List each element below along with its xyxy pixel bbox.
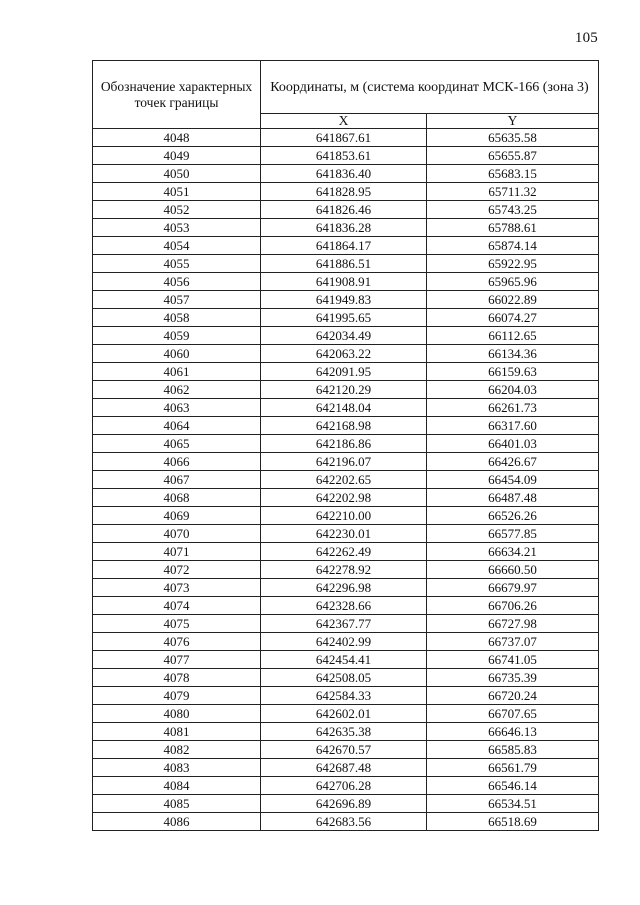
table-row	[93, 813, 599, 831]
y-column-header: Y	[427, 114, 599, 129]
y-coordinate-cell: 66660.50	[427, 561, 599, 579]
point-id-cell: 4070	[93, 525, 261, 543]
point-id-cell: 4063	[93, 399, 261, 417]
x-coordinate-cell: 642202.98	[261, 489, 427, 507]
x-coordinate-cell: 642696.89	[261, 795, 427, 813]
x-coordinate-cell: 642120.29	[261, 381, 427, 399]
x-coordinate-cell: 642278.92	[261, 561, 427, 579]
y-coordinate-cell: 66159.63	[427, 363, 599, 381]
point-id-cell: 4066	[93, 453, 261, 471]
y-coordinate-cell: 65922.95	[427, 255, 599, 273]
point-id-cell: 4072	[93, 561, 261, 579]
point-id-cell: 4053	[93, 219, 261, 237]
point-id-cell: 4051	[93, 183, 261, 201]
table-row	[93, 417, 599, 435]
x-coordinate-cell: 641867.61	[261, 129, 427, 147]
x-coordinate-cell: 641828.95	[261, 183, 427, 201]
table-row	[93, 687, 599, 705]
x-coordinate-cell: 642687.48	[261, 759, 427, 777]
table-row	[93, 669, 599, 687]
table-row	[93, 471, 599, 489]
point-id-cell: 4064	[93, 417, 261, 435]
y-coordinate-cell: 65683.15	[427, 165, 599, 183]
x-coordinate-cell: 641826.46	[261, 201, 427, 219]
table-row	[93, 345, 599, 363]
table-row	[93, 579, 599, 597]
point-id-cell: 4060	[93, 345, 261, 363]
y-coordinate-cell: 66741.05	[427, 651, 599, 669]
point-id-cell: 4076	[93, 633, 261, 651]
table-row	[93, 129, 599, 147]
table-row	[93, 633, 599, 651]
point-id-cell: 4086	[93, 813, 261, 831]
y-coordinate-cell: 66735.39	[427, 669, 599, 687]
table-row	[93, 705, 599, 723]
x-coordinate-cell: 642168.98	[261, 417, 427, 435]
y-coordinate-cell: 65965.96	[427, 273, 599, 291]
y-coordinate-cell: 65711.32	[427, 183, 599, 201]
point-id-cell: 4069	[93, 507, 261, 525]
point-id-cell: 4061	[93, 363, 261, 381]
table-row	[93, 291, 599, 309]
y-coordinate-cell: 66426.67	[427, 453, 599, 471]
table-row	[93, 597, 599, 615]
y-coordinate-cell: 66317.60	[427, 417, 599, 435]
x-coordinate-cell: 641949.83	[261, 291, 427, 309]
y-coordinate-cell: 66679.97	[427, 579, 599, 597]
y-coordinate-cell: 65655.87	[427, 147, 599, 165]
point-id-cell: 4077	[93, 651, 261, 669]
y-coordinate-cell: 66022.89	[427, 291, 599, 309]
y-coordinate-cell: 66454.09	[427, 471, 599, 489]
table-row	[93, 759, 599, 777]
x-coordinate-cell: 641853.61	[261, 147, 427, 165]
x-coordinate-cell: 642508.05	[261, 669, 427, 687]
table-row	[93, 183, 599, 201]
x-coordinate-cell: 642091.95	[261, 363, 427, 381]
point-id-cell: 4055	[93, 255, 261, 273]
x-coordinate-cell: 642262.49	[261, 543, 427, 561]
table-row	[93, 741, 599, 759]
table-row	[93, 723, 599, 741]
point-id-cell: 4078	[93, 669, 261, 687]
x-coordinate-cell: 642202.65	[261, 471, 427, 489]
table-row	[93, 489, 599, 507]
boundary-coordinates-table	[92, 60, 599, 831]
table-row	[93, 543, 599, 561]
point-id-cell: 4057	[93, 291, 261, 309]
y-coordinate-cell: 66720.24	[427, 687, 599, 705]
table-row	[93, 525, 599, 543]
x-coordinate-cell: 642454.41	[261, 651, 427, 669]
y-coordinate-cell: 66706.26	[427, 597, 599, 615]
point-id-cell: 4049	[93, 147, 261, 165]
x-coordinate-cell: 642148.04	[261, 399, 427, 417]
y-coordinate-cell: 65874.14	[427, 237, 599, 255]
point-id-cell: 4052	[93, 201, 261, 219]
y-coordinate-cell: 66112.65	[427, 327, 599, 345]
point-id-cell: 4080	[93, 705, 261, 723]
page-number: 105	[574, 30, 598, 46]
designation-header: Обозначение характерных точек границы	[93, 61, 261, 129]
point-id-cell: 4056	[93, 273, 261, 291]
x-coordinate-cell: 642296.98	[261, 579, 427, 597]
table-row	[93, 309, 599, 327]
point-id-cell: 4071	[93, 543, 261, 561]
y-coordinate-cell: 65635.58	[427, 129, 599, 147]
table-row	[93, 327, 599, 345]
x-coordinate-cell: 642402.99	[261, 633, 427, 651]
y-coordinate-cell: 66727.98	[427, 615, 599, 633]
x-coordinate-cell: 642683.56	[261, 813, 427, 831]
table-row	[93, 453, 599, 471]
y-coordinate-cell: 65743.25	[427, 201, 599, 219]
y-coordinate-cell: 66646.13	[427, 723, 599, 741]
x-coordinate-cell: 641836.28	[261, 219, 427, 237]
table-row	[93, 165, 599, 183]
table-row	[93, 615, 599, 633]
y-coordinate-cell: 66561.79	[427, 759, 599, 777]
x-coordinate-cell: 641886.51	[261, 255, 427, 273]
point-id-cell: 4067	[93, 471, 261, 489]
x-coordinate-cell: 642706.28	[261, 777, 427, 795]
x-coordinate-cell: 642063.22	[261, 345, 427, 363]
y-coordinate-cell: 66737.07	[427, 633, 599, 651]
y-coordinate-cell: 66634.21	[427, 543, 599, 561]
x-coordinate-cell: 642328.66	[261, 597, 427, 615]
y-coordinate-cell: 66585.83	[427, 741, 599, 759]
x-coordinate-cell: 642602.01	[261, 705, 427, 723]
table-row	[93, 201, 599, 219]
y-coordinate-cell: 66134.36	[427, 345, 599, 363]
y-coordinate-cell: 66261.73	[427, 399, 599, 417]
table-row	[93, 435, 599, 453]
table-row	[93, 381, 599, 399]
table-row	[93, 237, 599, 255]
point-id-cell: 4059	[93, 327, 261, 345]
table-row	[93, 651, 599, 669]
x-column-header: X	[261, 114, 427, 129]
x-coordinate-cell: 641908.91	[261, 273, 427, 291]
y-coordinate-cell: 66526.26	[427, 507, 599, 525]
table-row	[93, 219, 599, 237]
point-id-cell: 4050	[93, 165, 261, 183]
point-id-cell: 4075	[93, 615, 261, 633]
point-id-cell: 4048	[93, 129, 261, 147]
point-id-cell: 4084	[93, 777, 261, 795]
point-id-cell: 4058	[93, 309, 261, 327]
coordinates-header: Координаты, м (система координат МСК-166 (зона 3)	[261, 61, 599, 114]
x-coordinate-cell: 642367.77	[261, 615, 427, 633]
point-id-cell: 4083	[93, 759, 261, 777]
point-id-cell: 4073	[93, 579, 261, 597]
table-header	[93, 61, 599, 129]
y-coordinate-cell: 66518.69	[427, 813, 599, 831]
table-row	[93, 255, 599, 273]
point-id-cell: 4074	[93, 597, 261, 615]
point-id-cell: 4062	[93, 381, 261, 399]
x-coordinate-cell: 642584.33	[261, 687, 427, 705]
x-coordinate-cell: 642186.86	[261, 435, 427, 453]
y-coordinate-cell: 66534.51	[427, 795, 599, 813]
point-id-cell: 4079	[93, 687, 261, 705]
x-coordinate-cell: 641995.65	[261, 309, 427, 327]
y-coordinate-cell: 66401.03	[427, 435, 599, 453]
x-coordinate-cell: 641836.40	[261, 165, 427, 183]
y-coordinate-cell: 66546.14	[427, 777, 599, 795]
x-coordinate-cell: 642210.00	[261, 507, 427, 525]
x-coordinate-cell: 641864.17	[261, 237, 427, 255]
table-row	[93, 273, 599, 291]
point-id-cell: 4082	[93, 741, 261, 759]
table-row	[93, 561, 599, 579]
table-row	[93, 147, 599, 165]
y-coordinate-cell: 66074.27	[427, 309, 599, 327]
point-id-cell: 4054	[93, 237, 261, 255]
point-id-cell: 4081	[93, 723, 261, 741]
x-coordinate-cell: 642230.01	[261, 525, 427, 543]
table-row	[93, 795, 599, 813]
point-id-cell: 4085	[93, 795, 261, 813]
table-row	[93, 363, 599, 381]
point-id-cell: 4068	[93, 489, 261, 507]
x-coordinate-cell: 642670.57	[261, 741, 427, 759]
y-coordinate-cell: 65788.61	[427, 219, 599, 237]
x-coordinate-cell: 642635.38	[261, 723, 427, 741]
table-body	[93, 129, 599, 831]
table-row	[93, 777, 599, 795]
point-id-cell: 4065	[93, 435, 261, 453]
x-coordinate-cell: 642196.07	[261, 453, 427, 471]
y-coordinate-cell: 66204.03	[427, 381, 599, 399]
y-coordinate-cell: 66577.85	[427, 525, 599, 543]
header-row	[93, 61, 599, 114]
table-row	[93, 507, 599, 525]
x-coordinate-cell: 642034.49	[261, 327, 427, 345]
table-row	[93, 399, 599, 417]
y-coordinate-cell: 66487.48	[427, 489, 599, 507]
y-coordinate-cell: 66707.65	[427, 705, 599, 723]
